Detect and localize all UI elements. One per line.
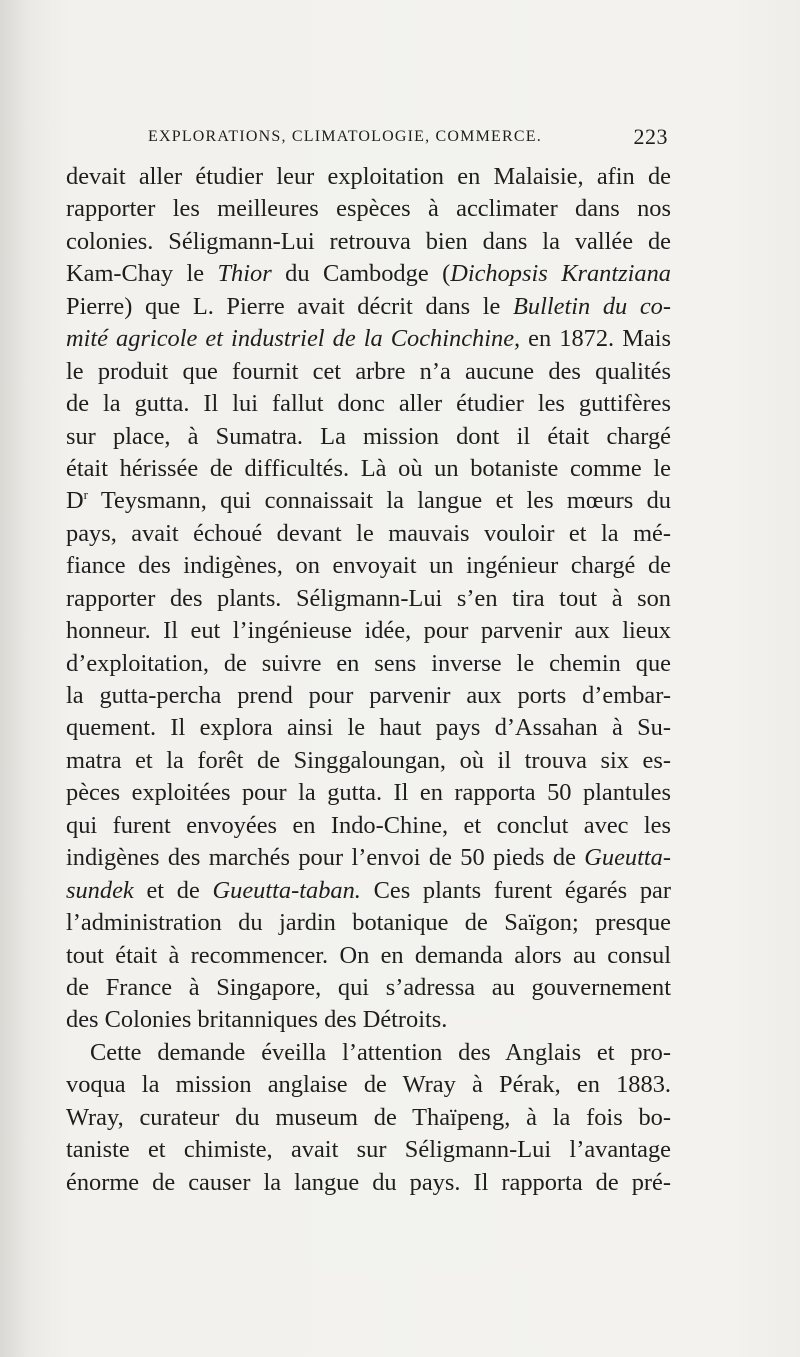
superscript-text: r — [83, 487, 88, 503]
text-line — [66, 485, 671, 517]
italic-text: Dichopsis Krantziana — [450, 260, 671, 288]
text-segment: taniste et chimiste, avait sur Séligmann-Lui l’avantage — [66, 1136, 671, 1164]
text-line — [66, 258, 671, 290]
text-line — [66, 615, 671, 647]
text-segment: était hérissée de difficultés. Là où un botaniste comme le — [66, 454, 671, 482]
text-segment: tout était à recommencer. On en demanda alors au consul — [66, 941, 671, 969]
text-segment: de France à Singapore, qui s’adressa au gouvernement — [66, 973, 671, 1001]
text-line — [66, 323, 671, 355]
italic-text: Thior — [217, 260, 272, 288]
page-number: 223 — [633, 124, 668, 149]
text-segment: quement. Il explora ainsi le haut pays d’Assahan à Su- — [66, 714, 671, 742]
text-segment: fiance des indigènes, on envoyait un ingénieur chargé de — [66, 552, 671, 580]
body-text — [66, 161, 671, 1199]
text-line — [66, 1134, 671, 1166]
italic-text: Gueutta- — [584, 844, 671, 872]
italic-text: Gueutta-taban. — [212, 876, 361, 904]
text-segment: des Colonies britanniques des Détroits. — [66, 1006, 448, 1034]
text-segment: du Cambodge ( — [271, 260, 451, 288]
text-segment: sur place, à Sumatra. La mission dont il était chargé — [66, 422, 671, 450]
text-line — [66, 940, 671, 972]
text-segment: la gutta-percha prend pour parvenir aux ports d’embar- — [66, 682, 671, 709]
running-title: EXPLORATIONS, CLIMATOLOGIE, COMMERCE. — [148, 128, 542, 145]
text-segment: colonies. Séligmann-Lui retrouva bien dans la vallée de — [66, 227, 671, 255]
text-line — [66, 518, 671, 550]
text-segment: voqua la mission anglaise de Wray à Pérak, en 1883. — [66, 1071, 671, 1099]
text-segment: rapporter les meilleures espèces à acclimater dans nos — [66, 195, 671, 223]
text-line — [66, 388, 671, 420]
text-segment: en 1872. Mais — [520, 325, 671, 353]
text-segment: le produit que fournit cet arbre n’a aucune des qualités — [66, 357, 671, 385]
text-line — [66, 193, 671, 225]
text-line — [66, 226, 671, 258]
text-segment: Wray, curateur du museum de Thaïpeng, à la fois bo- — [66, 1103, 671, 1131]
text-segment: l’administration du jardin botanique de Saïgon; presque — [66, 909, 671, 937]
text-line — [66, 1069, 671, 1101]
text-line — [66, 810, 671, 842]
text-line — [66, 712, 671, 744]
italic-text: sundek — [66, 876, 134, 904]
italic-text: mité agricole et industriel de la Cochinchine, — [66, 325, 521, 353]
running-header — [148, 126, 668, 156]
text-line — [66, 680, 671, 712]
text-segment: pèces exploitées pour la gutta. Il en rapporta 50 plantules — [66, 779, 671, 807]
text-segment: pays, avait échoué devant le mauvais vouloir et la mé- — [66, 519, 671, 547]
text-line — [66, 972, 671, 1004]
text-line — [66, 583, 671, 615]
text-segment: Cette demande éveilla l’attention des Anglais et pro- — [90, 1038, 671, 1066]
text-line — [66, 550, 671, 582]
text-segment: Ces plants furent égarés par — [360, 876, 671, 904]
text-segment: Pierre) que L. Pierre avait décrit dans le — [66, 292, 513, 320]
text-line — [66, 356, 671, 388]
text-line — [66, 161, 671, 193]
text-segment: de la gutta. Il lui fallut donc aller étudier les guttifères — [66, 390, 671, 418]
text-line — [66, 842, 671, 874]
text-line — [66, 745, 671, 777]
text-line — [66, 777, 671, 809]
text-segment: devait aller étudier leur exploitation en Malaisie, afin de — [66, 163, 671, 190]
text-segment: et de — [133, 876, 213, 904]
text-line — [66, 648, 671, 680]
text-segment: énorme de causer la langue du pays. Il rapporta de pré- — [66, 1168, 671, 1196]
text-line — [66, 1167, 671, 1199]
text-line — [66, 421, 671, 453]
text-segment: honneur. Il eut l’ingénieuse idée, pour parvenir aux lieux — [66, 617, 671, 645]
text-line — [66, 291, 671, 323]
text-segment: D — [66, 487, 84, 515]
text-segment: rapporter des plants. Séligmann-Lui s’en tira tout à son — [66, 584, 671, 612]
text-line — [66, 907, 671, 939]
italic-text: Bulletin du co- — [513, 292, 671, 320]
text-segment: d’exploitation, de suivre en sens inverse le chemin que — [66, 649, 671, 677]
text-line — [66, 1037, 671, 1069]
text-segment: qui furent envoyées en Indo-Chine, et conclut avec les — [66, 811, 671, 839]
text-line — [66, 875, 671, 907]
text-segment: matra et la forêt de Singgaloungan, où il trouva six es- — [66, 746, 671, 774]
text-line — [66, 453, 671, 485]
text-line — [66, 1004, 671, 1036]
text-segment: indigènes des marchés pour l’envoi de 50 pieds de — [66, 844, 585, 872]
text-segment: Teysmann, qui connaissait la langue et les mœurs du — [87, 487, 671, 515]
text-segment: Kam-Chay le — [66, 260, 218, 288]
text-line — [66, 1102, 671, 1134]
